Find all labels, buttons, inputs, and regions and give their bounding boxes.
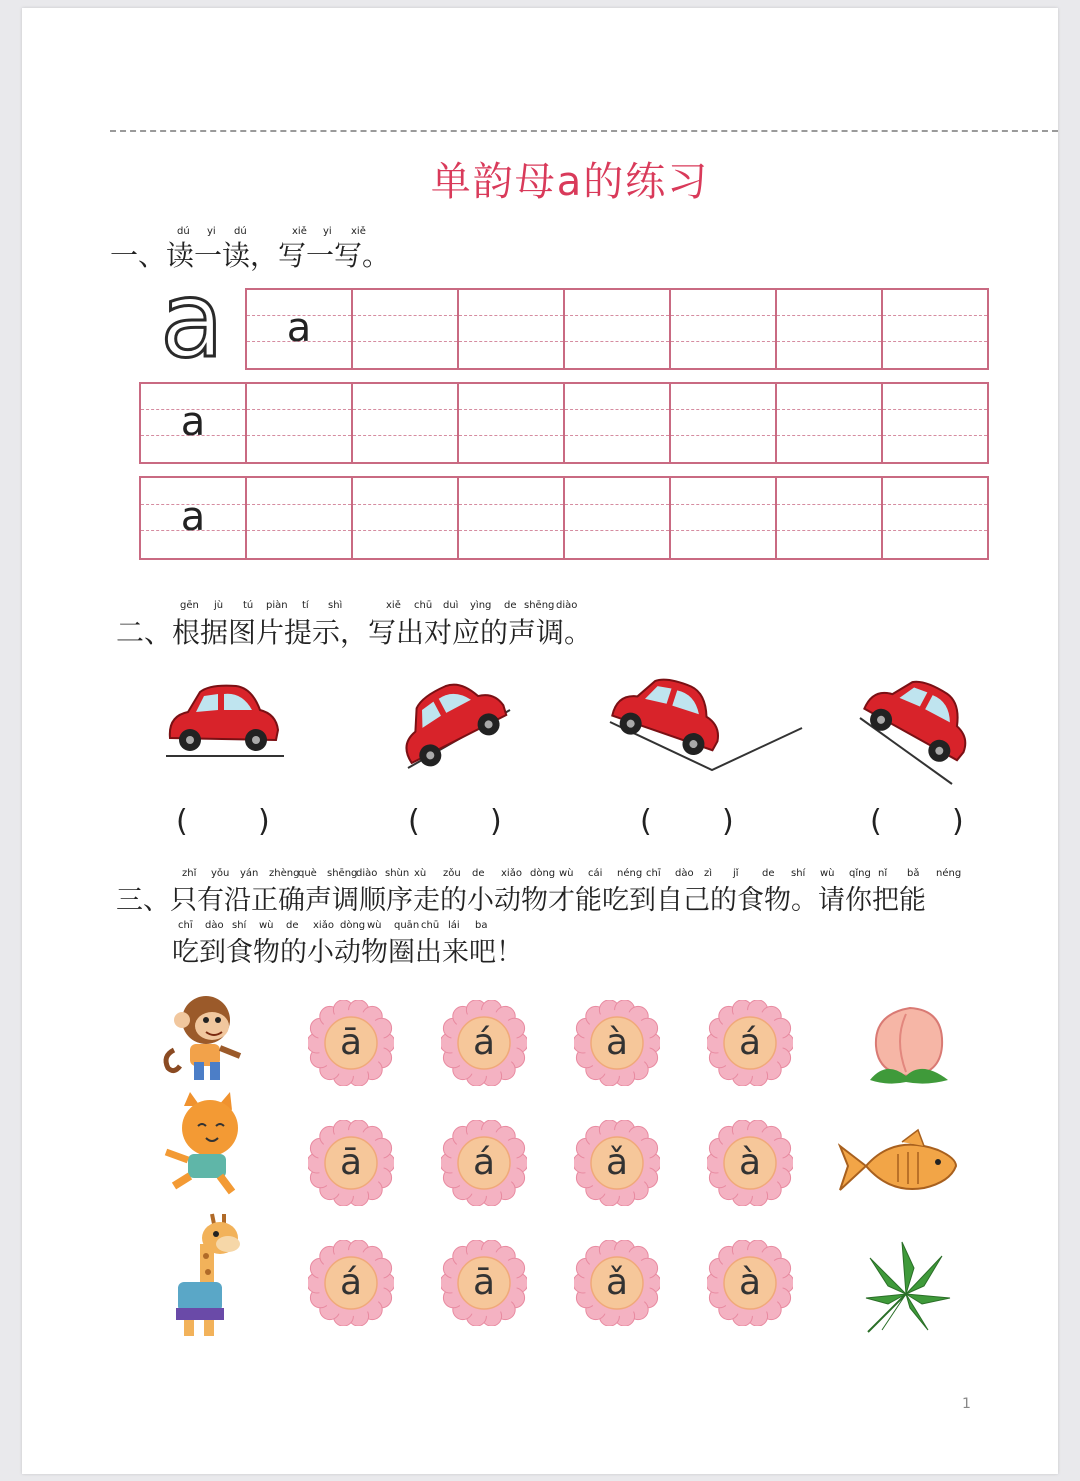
answer-paren-close: ) xyxy=(952,804,964,839)
tone-flower[interactable] xyxy=(441,1240,527,1326)
tone-label: ǎ xyxy=(605,1262,629,1303)
tone-label: á xyxy=(472,1142,496,1183)
ruby-syllable: zhèng xyxy=(269,868,300,879)
leaf-icon xyxy=(862,1238,952,1336)
ruby-yi1: yi xyxy=(207,226,216,237)
ruby-syllable: wù xyxy=(367,920,382,931)
page-number: 1 xyxy=(962,1396,971,1412)
grid-cell[interactable] xyxy=(459,290,565,368)
tone-label: à xyxy=(738,1142,762,1183)
grid-cell[interactable] xyxy=(883,290,987,368)
ruby-s2: xiě xyxy=(386,600,401,611)
ruby-s2: shì xyxy=(328,600,343,611)
ruby-syllable: chī xyxy=(646,868,661,879)
writing-grid-row3 xyxy=(139,476,989,560)
ruby-syllable: néng xyxy=(936,868,962,879)
ruby-s2: gēn xyxy=(180,600,199,611)
ruby-syllable: ba xyxy=(475,920,488,931)
ruby-syllable: diào xyxy=(356,868,378,879)
ruby-s2: diào xyxy=(556,600,578,611)
fish-icon xyxy=(838,1128,962,1204)
monkey-icon xyxy=(160,990,246,1086)
ruby-syllable: què xyxy=(298,868,317,879)
answer-paren-close: ) xyxy=(722,804,734,839)
ruby-syllable: shí xyxy=(791,868,806,879)
section2-label: 二、根据图片提示，写出对应的声调。 xyxy=(116,616,593,649)
answer-paren-open: ( xyxy=(640,804,652,839)
answer-paren-open: ( xyxy=(408,804,420,839)
ruby-syllable: chī xyxy=(178,920,193,931)
grid-cell[interactable] xyxy=(671,478,777,558)
cat-icon xyxy=(160,1092,250,1196)
grid-cell[interactable] xyxy=(565,384,671,462)
tone-label: á xyxy=(472,1022,496,1063)
tone-label: à xyxy=(738,1262,762,1303)
ruby-s2: shēng xyxy=(524,600,555,611)
tone-label: ā xyxy=(339,1022,363,1063)
ruby-syllable: zì xyxy=(704,868,713,879)
ruby-syllable: dào xyxy=(205,920,224,931)
top-divider xyxy=(110,130,1058,132)
grid-cell[interactable] xyxy=(459,384,565,462)
tone-flower[interactable] xyxy=(441,1000,527,1086)
tone-flower[interactable] xyxy=(574,1000,660,1086)
writing-grid-row1 xyxy=(245,288,989,370)
answer-paren-close: ) xyxy=(490,804,502,839)
car-flat-icon xyxy=(160,676,288,762)
ruby-syllable: wù xyxy=(820,868,835,879)
ruby-s2: yìng xyxy=(470,600,492,611)
grid-cell[interactable] xyxy=(353,384,459,462)
answer-paren-close: ) xyxy=(258,804,270,839)
car-uphill-icon xyxy=(386,668,514,772)
ruby-syllable: de xyxy=(762,868,775,879)
sample-letter: a xyxy=(180,399,206,446)
ruby-s2: jù xyxy=(214,600,224,611)
grid-cell[interactable] xyxy=(565,478,671,558)
ruby-xie1: xiě xyxy=(292,226,307,237)
ruby-syllable: wù xyxy=(259,920,274,931)
ruby-s2: de xyxy=(504,600,517,611)
ruby-syllable: shí xyxy=(232,920,247,931)
ruby-syllable: dòng xyxy=(530,868,556,879)
tone-flower[interactable] xyxy=(308,1240,394,1326)
car-downhill-icon xyxy=(856,668,978,788)
ruby-syllable: shùn xyxy=(385,868,410,879)
ruby-syllable: nǐ xyxy=(878,868,888,879)
ruby-syllable: cái xyxy=(588,868,603,879)
ruby-s2: tí xyxy=(302,600,309,611)
tone-flower[interactable] xyxy=(707,1240,793,1326)
ruby-s2: tú xyxy=(243,600,254,611)
grid-cell[interactable] xyxy=(247,384,353,462)
section1-label: 一、读一读，写一写。 xyxy=(110,239,391,272)
section3-line2: 吃到食物的小动物圈出来吧！ xyxy=(172,937,523,968)
grid-cell[interactable] xyxy=(883,478,987,558)
ruby-xie2: xiě xyxy=(351,226,366,237)
ruby-s2: chū xyxy=(414,600,433,611)
ruby-syllable: quān xyxy=(394,920,420,931)
ruby-syllable: yǒu xyxy=(211,868,230,879)
car-valley-icon xyxy=(606,666,806,776)
ruby-syllable: lái xyxy=(448,920,460,931)
grid-cell[interactable] xyxy=(247,478,353,558)
grid-cell[interactable] xyxy=(353,290,459,368)
tone-label: ǎ xyxy=(605,1142,629,1183)
ruby-syllable: xiǎo xyxy=(313,920,334,931)
answer-paren-open: ( xyxy=(870,804,882,839)
big-letter-text: a xyxy=(160,278,224,370)
grid-cell[interactable] xyxy=(459,478,565,558)
giraffe-icon xyxy=(164,1210,246,1338)
ruby-syllable: wù xyxy=(559,868,574,879)
grid-cell[interactable] xyxy=(671,384,777,462)
grid-cell[interactable] xyxy=(883,384,987,462)
ruby-syllable: zhǐ xyxy=(182,868,197,879)
grid-cell[interactable] xyxy=(141,384,247,462)
ruby-syllable: jǐ xyxy=(733,868,739,879)
grid-cell[interactable] xyxy=(777,384,883,462)
grid-cell[interactable] xyxy=(247,290,353,368)
ruby-syllable: shēng xyxy=(327,868,358,879)
tone-flower[interactable] xyxy=(707,1000,793,1086)
ruby-syllable: chū xyxy=(421,920,440,931)
tone-flower[interactable] xyxy=(441,1120,527,1206)
sample-letter: a xyxy=(180,494,206,541)
peach-icon xyxy=(866,1000,952,1088)
tone-label: à xyxy=(605,1022,629,1063)
grid-cell[interactable] xyxy=(777,478,883,558)
tone-label: á xyxy=(738,1022,762,1063)
grid-cell[interactable] xyxy=(565,290,671,368)
ruby-du1: dú xyxy=(177,226,190,237)
grid-cell[interactable] xyxy=(141,478,247,558)
tone-flower[interactable] xyxy=(308,1120,394,1206)
ruby-syllable: xù xyxy=(414,868,427,879)
ruby-syllable: dào xyxy=(675,868,694,879)
ruby-yi2: yi xyxy=(323,226,332,237)
ruby-syllable: yán xyxy=(240,868,259,879)
ruby-syllable: zǒu xyxy=(443,868,461,879)
tone-flower[interactable] xyxy=(707,1120,793,1206)
ruby-syllable: bǎ xyxy=(907,868,920,879)
tone-flower[interactable] xyxy=(308,1000,394,1086)
section3-line1: 三、只有沿正确声调顺序走的小动物才能吃到自己的食物。请你把能 xyxy=(116,885,926,916)
tone-label: ā xyxy=(472,1262,496,1303)
sample-letter: a xyxy=(286,305,312,352)
ruby-syllable: de xyxy=(472,868,485,879)
ruby-syllable: néng xyxy=(617,868,643,879)
ruby-syllable: qǐng xyxy=(849,868,871,879)
tone-label: ā xyxy=(339,1142,363,1183)
grid-cell[interactable] xyxy=(353,478,459,558)
answer-paren-open: ( xyxy=(176,804,188,839)
ruby-du2: dú xyxy=(234,226,247,237)
writing-grid-row2 xyxy=(139,382,989,464)
ruby-s2: piàn xyxy=(266,600,288,611)
grid-cell[interactable] xyxy=(777,290,883,368)
big-letter-a-icon xyxy=(146,278,238,370)
ruby-s2: duì xyxy=(443,600,459,611)
ruby-syllable: dòng xyxy=(340,920,366,931)
tone-flower[interactable] xyxy=(574,1120,660,1206)
ruby-syllable: de xyxy=(286,920,299,931)
grid-cell[interactable] xyxy=(671,290,777,368)
ruby-syllable: xiǎo xyxy=(501,868,522,879)
tone-flower[interactable] xyxy=(574,1240,660,1326)
page-title: 单韵母a的练习 xyxy=(430,159,710,205)
tone-label: á xyxy=(339,1262,363,1303)
